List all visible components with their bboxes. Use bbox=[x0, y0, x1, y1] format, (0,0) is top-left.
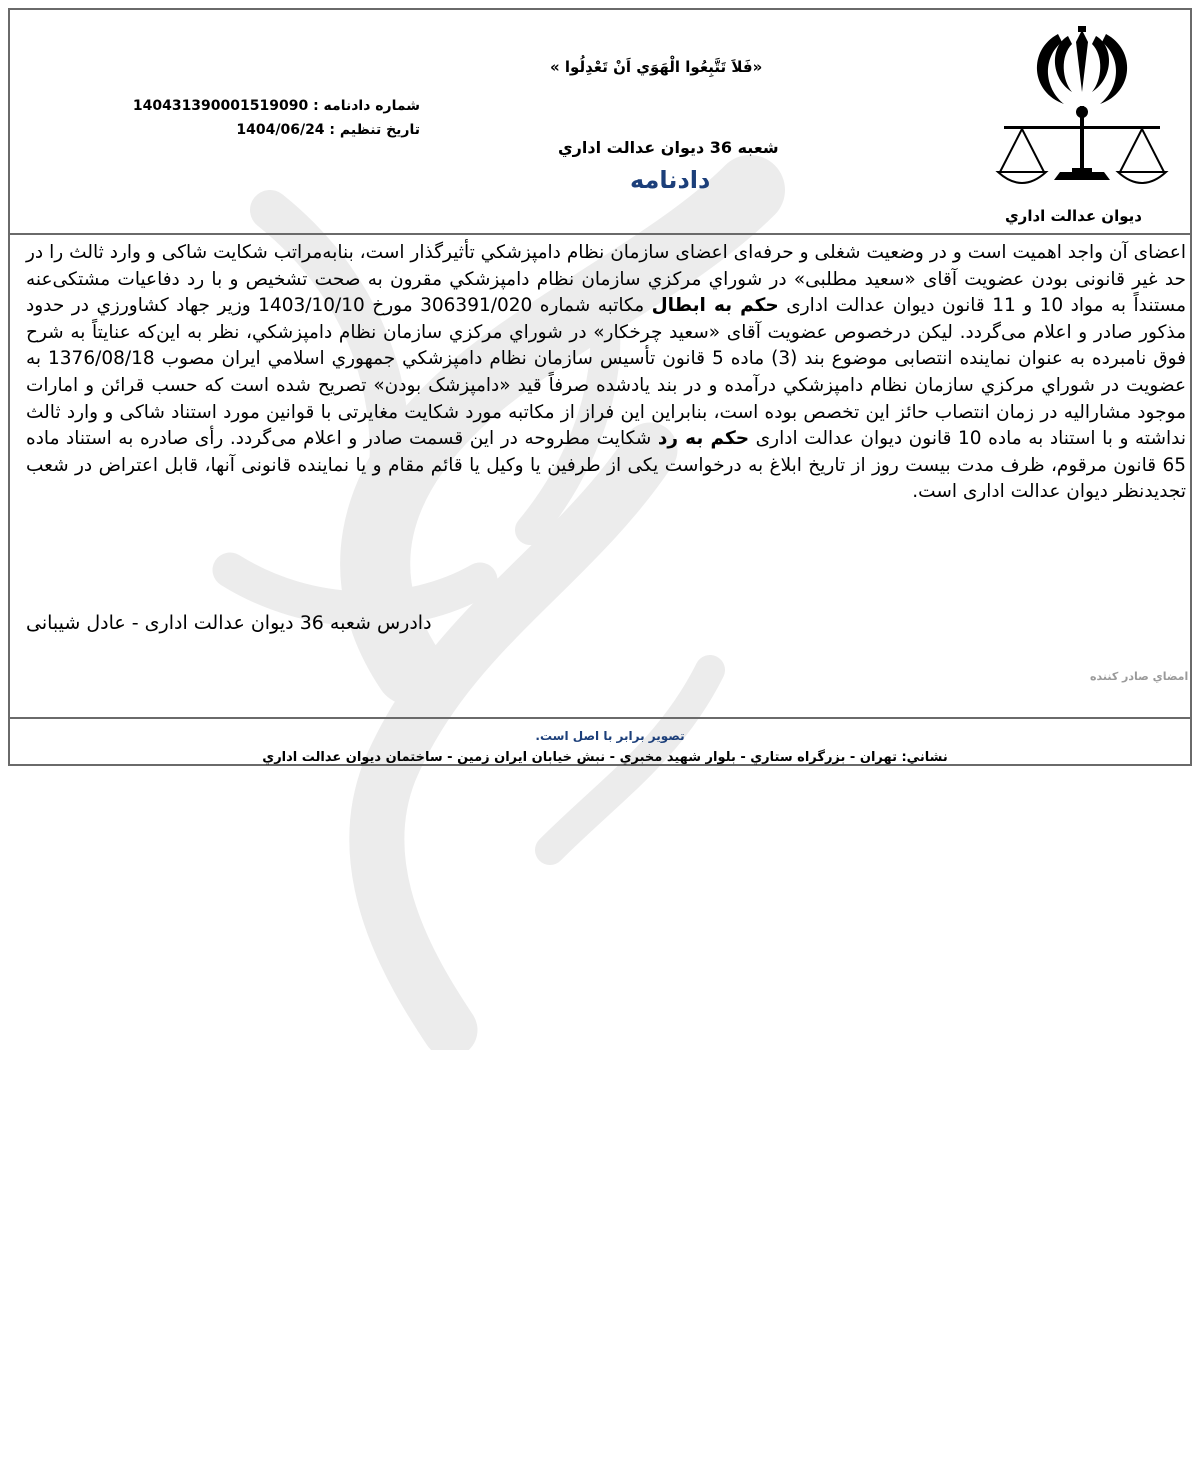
judge-name: دادرس شعبه 36 ديوان عدالت اداری - عادل شیبانی bbox=[26, 612, 432, 634]
address-line bbox=[10, 750, 1200, 765]
date-row bbox=[120, 118, 420, 142]
verdict-meta bbox=[120, 94, 420, 142]
court-name: ديوان عدالت اداري bbox=[1004, 207, 1142, 225]
verdict-number: 140431390001519090 bbox=[132, 98, 309, 114]
rejection-ruling: حکم به رد bbox=[657, 428, 750, 450]
body-part-3: شکایت مطروحه در این قسمت صادر و اعلام می‌گردد. رأی صادره به استناد ماده 65 قانون مرقوم، ظرف مدت بیست روز از تاریخ ابلاغ به درخواست یکی از طرفین یا وکیل یا قائم مقام و یا نماینده قانونی آنها، قابل اعتراض در شعب تجدیدنظر دیوان عدالت اداری است. bbox=[26, 428, 1186, 503]
verdict-number-label: شماره دادنامه : bbox=[313, 98, 420, 114]
body-part-1: اعضای آن واجد اهمیت است و در وضعیت شغلی و حرفه‌ای اعضای سازمان نظام دامپزشکي تأثیرگذار است، بنابه‌مراتب شکایت شاکی و وارد ثالث را در حد غیر قانونی بودن عضویت آقای «سعید مطلبی» در شوراي مرکزي سازمان نظام دامپزشکي مقرون به صحت تشخیص و با رد دفاعیات مشتکی‌عنه مستنداً به مواد 10 و 11 قانون دیوان عدالت اداری bbox=[26, 242, 1186, 317]
judge-signature bbox=[26, 612, 1186, 634]
body-part-2: مکاتبه شماره 306391/020 مورخ 1403/10/10 وزير جهاد کشاورزي در حدود مذکور صادر و اعلام می‌گردد. لیکن درخصوص عضویت آقای «سعید چرخکار» در شوراي مرکزي سازمان نظام دامپزشکي، نظر به این‌که عنایتاً به شرح فوق نامبرده به عنوان نماینده انتصابی موضوع بند (3) ماده 5 قانون تأسیس سازمان نظام دامپزشکي جمهوري اسلامي ايران مصوب 1376/08/18 به عضویت در شوراي مرکزي سازمان نظام دامپزشکي درآمده و در بند یادشده صرفاً قید «دامپزشک بودن» تصریح شده است که حسب قرائن و امارات موجود مشارالیه در زمان انتصاب حائز این تخصص بوده است، بنابراین این فراز از مکاتبه مورد شکایت مغایرتی با قوانین مورد استناد شاکی و وارد ثالث نداشته و با استناد به ماده 10 قانون دیوان عدالت اداری bbox=[26, 295, 1186, 450]
document-header bbox=[10, 10, 1190, 235]
verdict-document bbox=[8, 8, 1192, 766]
certified-copy-note: تصوير برابر با اصل است. bbox=[535, 729, 685, 743]
quran-verse: «فَلاَ تَتَّبِعُوا الْهَوَي اَنْ تَعْدِلُوا » bbox=[550, 58, 763, 76]
verdict-body bbox=[26, 240, 1186, 506]
iran-emblem-scales-of-justice-icon bbox=[992, 22, 1172, 207]
address: تهران - بزرگراه ستاري - بلوار شهيد مخبري - نبش خيابان ايران زمين - ساختمان ديوان عدالت اداري bbox=[262, 750, 897, 765]
branch-name: شعبه 36 ديوان عدالت اداري bbox=[558, 138, 779, 157]
address-label: نشاني: bbox=[901, 750, 948, 765]
divider bbox=[10, 717, 1190, 719]
verdict-number-row bbox=[120, 94, 420, 118]
date-value: 1404/06/24 bbox=[236, 122, 325, 138]
annulment-ruling: حکم به ابطال bbox=[651, 295, 779, 317]
page-title: دادنامه bbox=[630, 166, 711, 194]
signer-label: امضاي صادر كننده bbox=[1090, 670, 1189, 683]
date-label: تاريخ تنظيم : bbox=[329, 122, 420, 138]
